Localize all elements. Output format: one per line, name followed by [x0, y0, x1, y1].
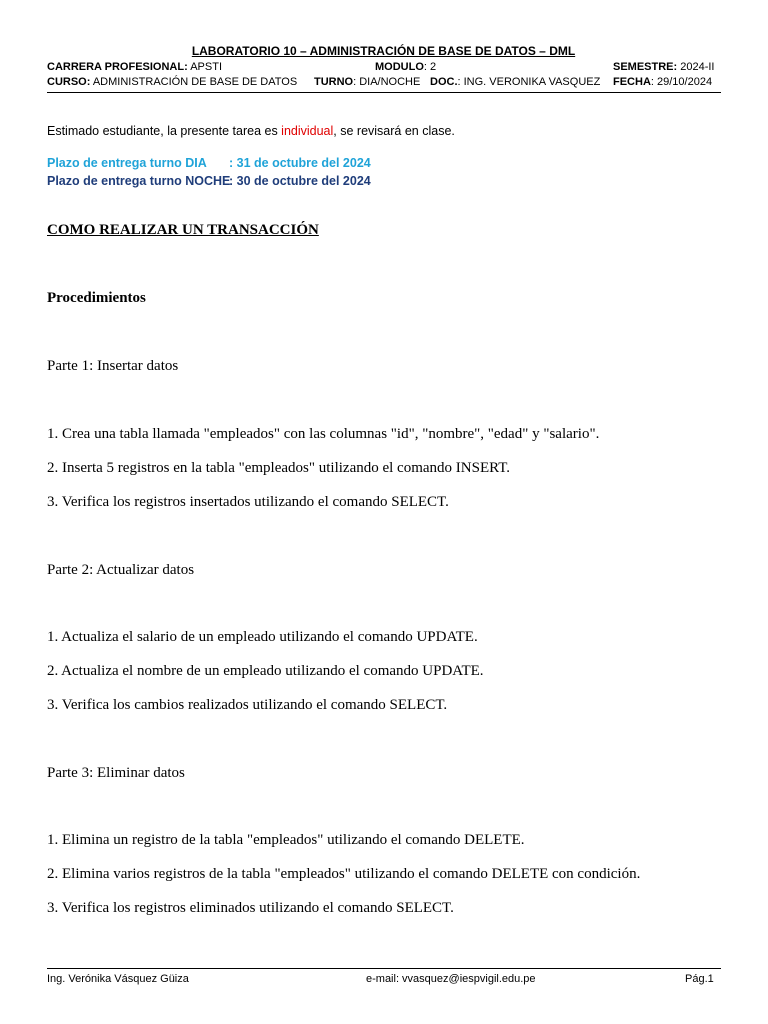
part-1-step-2: 2. Inserta 5 registros en la tabla "empleados" utilizando el comando INSERT. [47, 460, 511, 476]
doc-label: DOC. [430, 76, 458, 88]
footer-author: Ing. Verónika Vásquez Güiza [47, 973, 189, 985]
modulo-field [375, 61, 436, 73]
header-divider [47, 92, 721, 93]
turno-value: : DIA/NOCHE [353, 76, 421, 88]
intro-highlight: individual [281, 124, 334, 138]
turno-field [314, 76, 420, 88]
part-1-step-1: 1. Crea una tabla llamada "empleados" con las columnas "id", "nombre", "edad" y "salario". [47, 426, 600, 442]
document-title: LABORATORIO 10 – ADMINISTRACIÓN DE BASE DE DATOS – DML [191, 44, 576, 58]
procedimientos-heading: Procedimientos [47, 290, 146, 306]
intro-after: , se revisará en clase. [333, 124, 455, 138]
deadline-noche-value: : 30 de octubre del 2024 [229, 174, 371, 188]
deadline-noche-label: Plazo de entrega turno NOCHE [47, 174, 231, 188]
part-2-step-3: 3. Verifica los cambios realizados utilizando el comando SELECT. [47, 697, 448, 713]
modulo-label: MODULO [375, 61, 424, 73]
doc-value: : ING. VERONIKA VASQUEZ [457, 76, 601, 88]
deadline-dia-value: : 31 de octubre del 2024 [229, 156, 371, 170]
semestre-value: 2024-II [677, 61, 715, 73]
deadline-noche [47, 174, 371, 188]
intro-text [47, 124, 455, 138]
fecha-value: : 29/10/2024 [650, 76, 713, 88]
part-3-step-3: 3. Verifica los registros eliminados utilizando el comando SELECT. [47, 900, 454, 916]
deadline-dia [47, 156, 371, 170]
curso-value: ADMINISTRACIÓN DE BASE DE DATOS [90, 76, 298, 88]
part-2-step-2: 2. Actualiza el nombre de un empleado utilizando el comando UPDATE. [47, 663, 484, 679]
part-2-step-1: 1. Actualiza el salario de un empleado utilizando el comando UPDATE. [47, 629, 478, 645]
part-3-step-1: 1. Elimina un registro de la tabla "empleados" utilizando el comando DELETE. [47, 832, 525, 848]
part-3-step-2: 2. Elimina varios registros de la tabla "empleados" utilizando el comando DELETE con condición. [47, 866, 641, 882]
carrera-label: CARRERA PROFESIONAL: [47, 61, 188, 73]
curso-label: CURSO: [47, 76, 91, 88]
footer-divider [47, 968, 721, 969]
section-title: COMO REALIZAR UN TRANSACCIÓN [47, 222, 319, 238]
fecha-label: FECHA [613, 76, 651, 88]
fecha-field [613, 76, 712, 88]
part-1-step-3: 3. Verifica los registros insertados utilizando el comando SELECT. [47, 494, 449, 510]
semestre-label: SEMESTRE: [613, 61, 678, 73]
intro-before: Estimado estudiante, la presente tarea es [47, 124, 282, 138]
modulo-value: : 2 [423, 61, 437, 73]
curso-field [47, 76, 297, 88]
part-1-title: Parte 1: Insertar datos [47, 358, 179, 374]
semestre-field [613, 61, 715, 73]
part-2-title: Parte 2: Actualizar datos [47, 562, 195, 578]
doc-field [430, 76, 600, 88]
footer-page-number: Pág.1 [685, 973, 714, 985]
part-3-title: Parte 3: Eliminar datos [47, 765, 185, 781]
footer-email: e-mail: vvasquez@iespvigil.edu.pe [366, 973, 536, 985]
deadline-dia-label: Plazo de entrega turno DIA [47, 156, 207, 170]
turno-label: TURNO [314, 76, 354, 88]
carrera-field [47, 61, 222, 73]
carrera-value: APSTI [187, 61, 223, 73]
